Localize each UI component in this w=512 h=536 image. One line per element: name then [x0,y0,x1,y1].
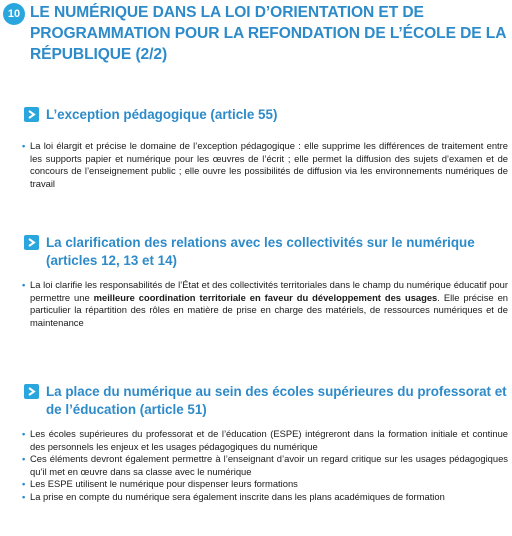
arrow-right-icon [24,107,39,122]
bullet-text: La loi élargit et précise le domaine de l’exception pédagogique : elle supprime les différences de traitement entre les supports papier et numérique pour les œuvres de l’écrit ; elle permet la diffusion des sujets d’examen et de concours de l’enseignement public ; elle ouvre les possibilités de diffusion via les environnements numériques de travail [30,140,508,189]
bullet-icon: • [22,478,26,490]
list-item [22,453,508,478]
list-item [22,140,508,190]
page-title: LE NUMÉRIQUE DANS LA LOI D’ORIENTATION ET DE PROGRAMMATION POUR LA REFONDATION DE L’ÉCOLE DE LA RÉPUBLIQUE (2/2) [30,4,506,63]
list-item [22,478,508,491]
section-heading-collectivites [24,234,510,270]
bullet-icon: • [22,140,26,151]
list-item [22,491,508,504]
bullet-text: La prise en compte du numérique sera également inscrite dans les plans académiques de formation [30,490,445,502]
section-body-espe [22,428,508,504]
list-item [22,279,508,329]
bullet-text: La loi clarifie les responsabilités de l’État et des collectivités territoriales dans le champ du numérique éducatif pour permettre une meilleure coordination territoriale en faveur du développement des usages. Elle précise en particulier la répartition des rôles en matière de prise en charge des matériels, de ressources numériques et de maintenance [30,279,508,328]
bullet-icon: • [22,279,26,290]
bullet-text: Ces éléments devront également permettre à l’enseignant d’avoir un regard critique sur les usages pédagogiques qu’il met en œuvre dans sa classe avec le numérique [30,453,508,477]
page-number-badge: 10 [3,3,25,25]
bullet-text: Les ESPE utilisent le numérique pour dispenser leurs formations [30,478,298,490]
section-body-collectivites [22,279,508,329]
arrow-right-icon [24,384,39,399]
section-heading-espe [24,383,510,419]
bold-emphasis: meilleure coordination territoriale en faveur du développement des usages [93,291,438,303]
section-heading-label: L’exception pédagogique (article 55) [46,107,278,122]
section-heading-label: La place du numérique au sein des écoles supérieures du professorat et de l’éducation (article 51) [46,384,507,417]
bullet-icon: • [22,453,26,465]
bullet-icon: • [22,490,26,502]
bullet-icon: • [22,428,26,439]
section-heading-label: La clarification des relations avec les collectivités sur le numérique (articles 12, 13 et 14) [46,235,475,268]
arrow-right-icon [24,235,39,250]
section-heading-exception [24,106,510,124]
section-body-exception [22,140,508,190]
list-item [22,428,508,453]
bullet-text: Les écoles supérieures du professorat et de l’éducation (ESPE) intégreront dans la formation initiale et continue des personnels les enjeux et les usages pédagogiques du numérique [30,428,508,452]
